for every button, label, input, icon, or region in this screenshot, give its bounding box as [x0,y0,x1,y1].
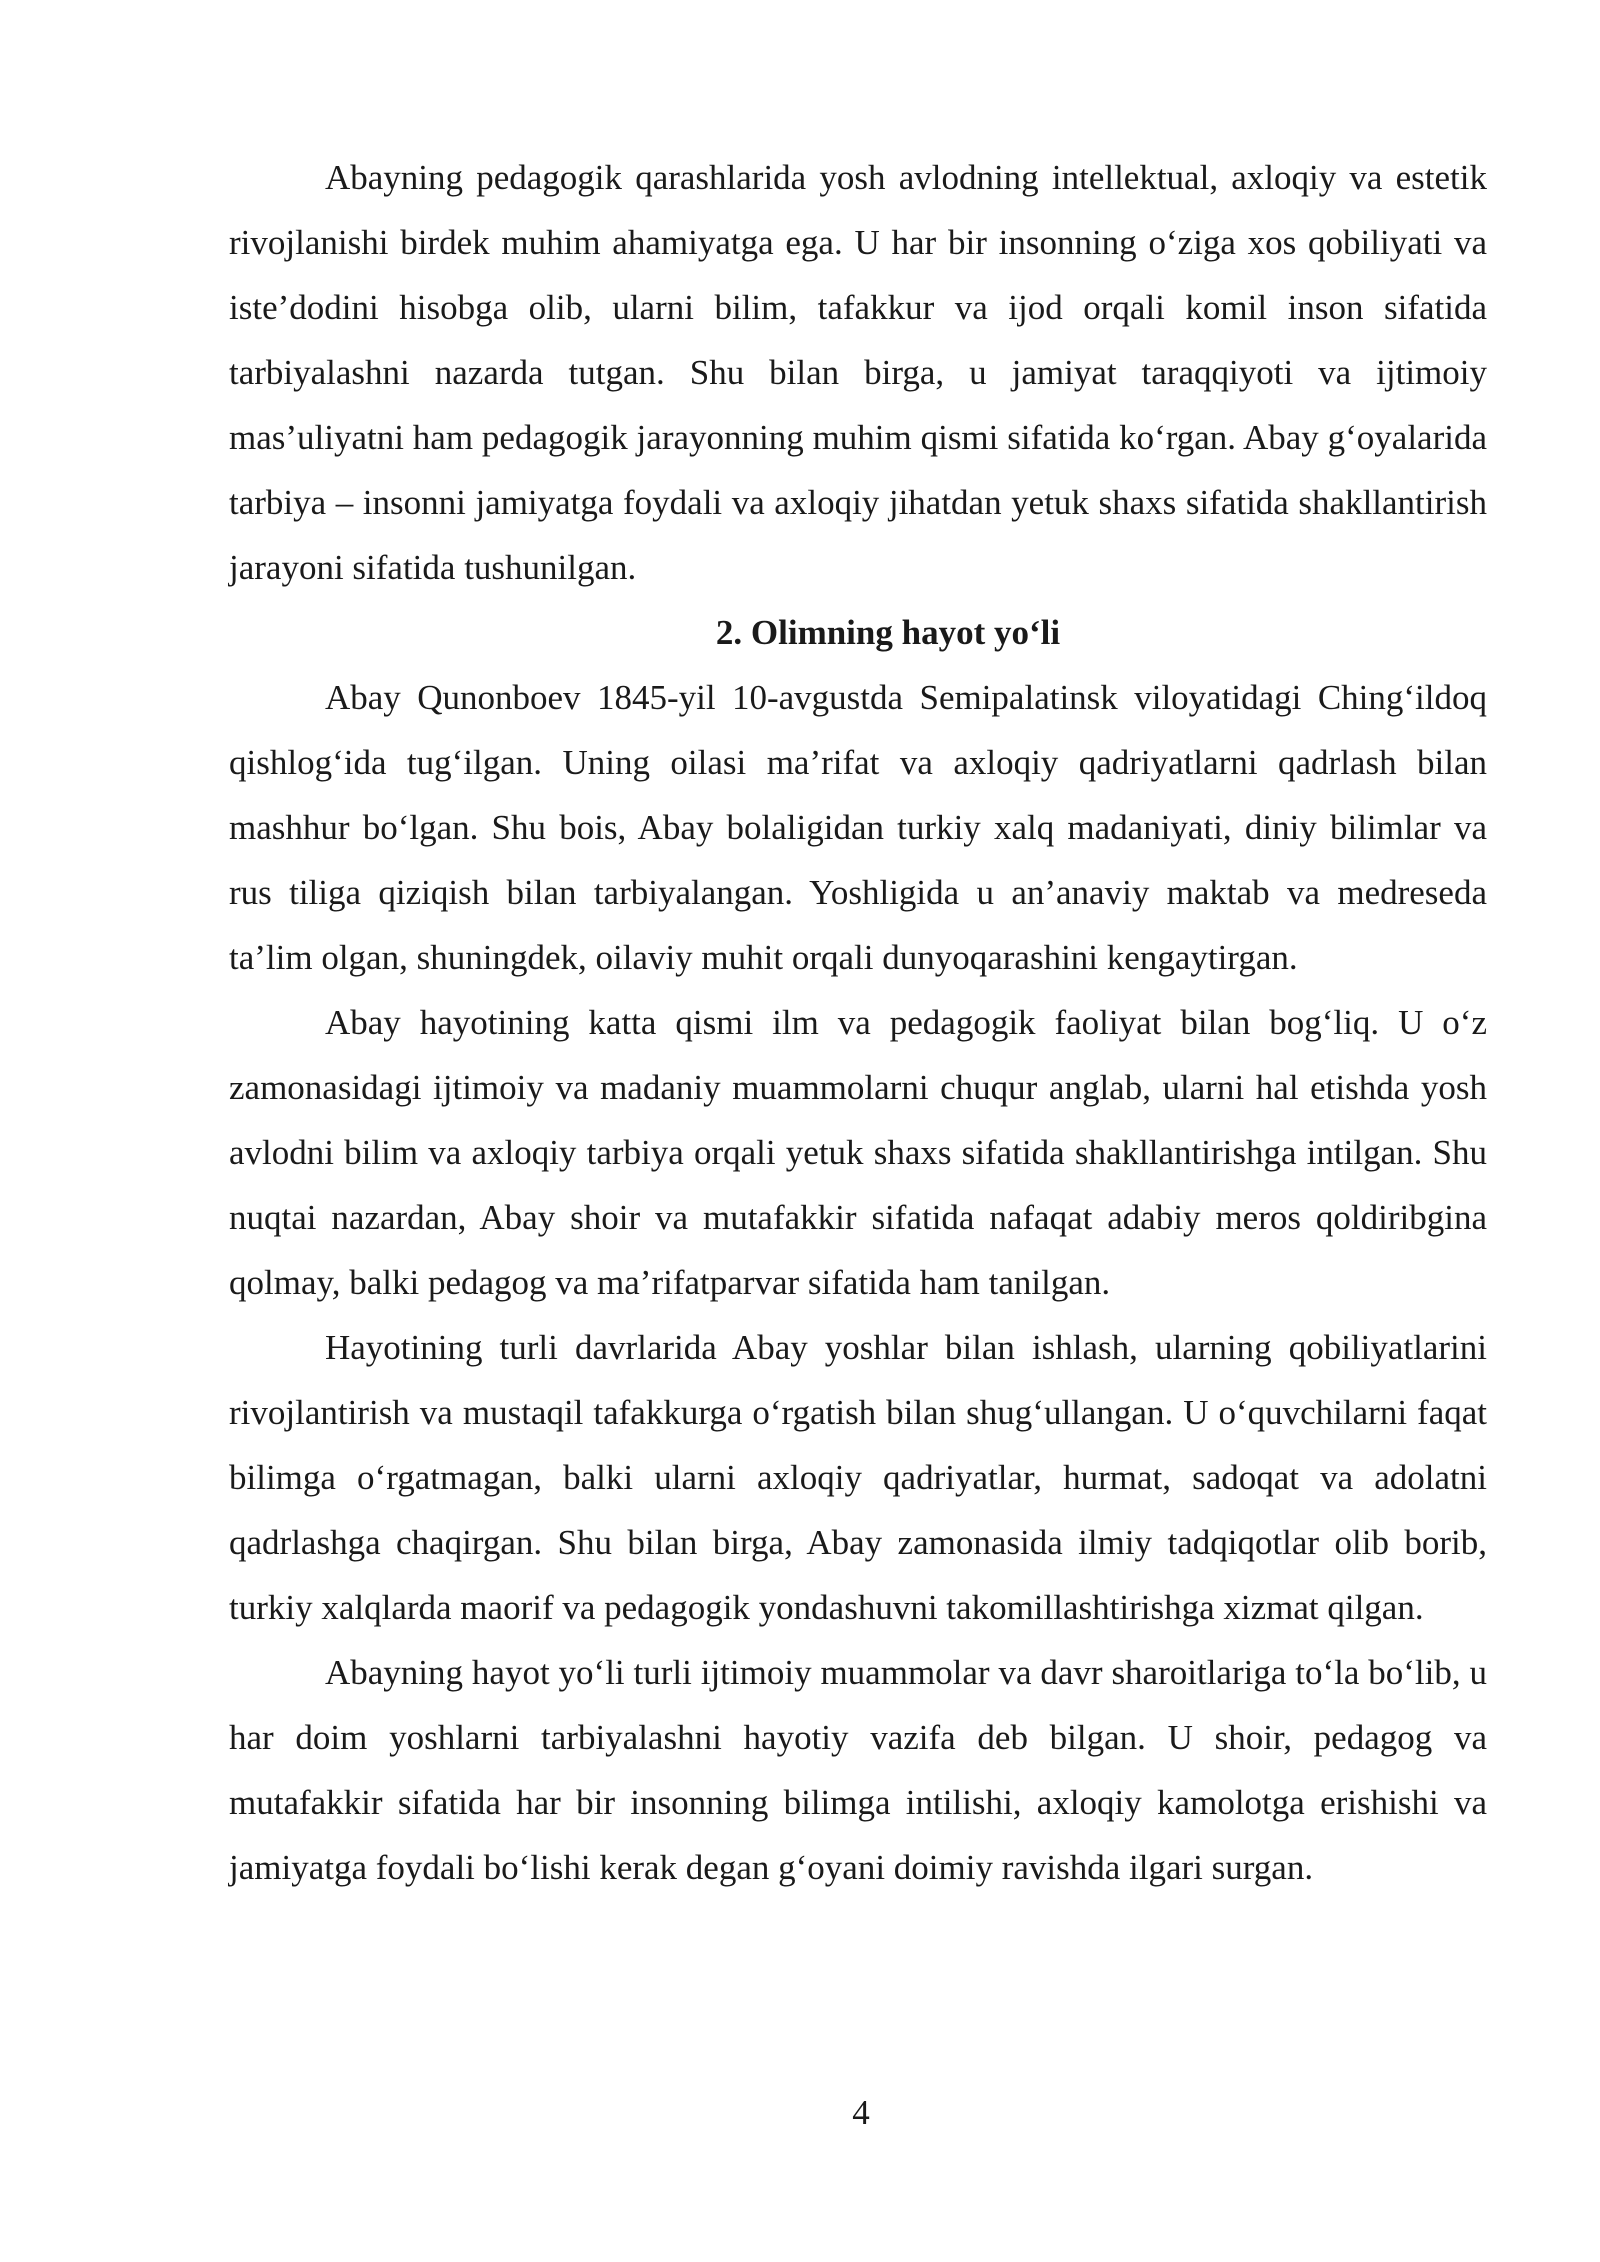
paragraph-intro: Abayning pedagogik qarashlarida yosh avlodning intellektual, axloqiy va estetik rivojlanishi birdek muhim ahamiyatga ega. U har bir insonning o‘ziga xos qobiliyati va iste’dodini hisobga olib, ularni bilim, tafakkur va ijod orqali komil inson sifatida tarbiyalashni nazarda tutgan. Shu bilan birga, u jamiyat taraqqiyoti va ijtimoiy mas’uliyatni ham pedagogik jarayonning muhim qismi sifatida ko‘rgan. Abay g‘oyalarida tarbiya – insonni jamiyatga foydali va axloqiy jihatdan yetuk shaxs sifatida shakllantirish jarayoni sifatida tushunilgan. [229,158,1487,587]
page-number: 4 [852,2093,870,2132]
paragraph-life-path: Abayning hayot yo‘li turli ijtimoiy muammolar va davr sharoitlariga to‘la bo‘lib, u har doim yoshlarni tarbiyalashni hayotiy vazifa deb bilgan. U shoir, pedagog va mutafakkir sifatida har bir insonning bilimga intilishi, axloqiy kamolotga erishishi va jamiyatga foydali bo‘lishi kerak degan g‘oyani doimiy ravishda ilgari surgan. [229,1653,1487,1887]
paragraph-youth-work: Hayotining turli davrlarida Abay yoshlar bilan ishlash, ularning qobiliyatlarini rivojlantirish va mustaqil tafakkurga o‘rgatish bilan shug‘ullangan. U o‘quvchilarni faqat bilimga o‘rgatmagan, balki ularni axloqiy qadriyatlar, hurmat, sadoqat va adolatni qadrlashga chaqirgan. Shu bilan birga, Abay zamonasida ilmiy tadqiqotlar olib borib, turkiy xalqlarda maorif va pedagogik yondashuvni takomillashtirishga xizmat qilgan. [229,1328,1487,1627]
section-heading: 2. Olimning hayot yo‘li [715,613,1061,652]
document-page [229,145,1487,1900]
paragraph-birth: Abay Qunonboev 1845-yil 10-avgustda Semipalatinsk viloyatidagi Ching‘ildoq qishlog‘ida tug‘ilgan. Uning oilasi ma’rifat va axloqiy qadriyatlarni qadrlash bilan mashhur bo‘lgan. Shu bois, Abay bolaligidan turkiy xalq madaniyati, diniy bilimlar va rus tiliga qiziqish bilan tarbiyalangan. Yoshligida u an’anaviy maktab va medreseda ta’lim olgan, shuningdek, oilaviy muhit orqali dunyoqarashini kengaytirgan. [229,678,1487,977]
paragraph-career: Abay hayotining katta qismi ilm va pedagogik faoliyat bilan bog‘liq. U o‘z zamonasidagi ijtimoiy va madaniy muammolarni chuqur anglab, ularni hal etishda yosh avlodni bilim va axloqiy tarbiya orqali yetuk shaxs sifatida shakllantirishga intilgan. Shu nuqtai nazardan, Abay shoir va mutafakkir sifatida nafaqat adabiy meros qoldiribgina qolmay, balki pedagog va ma’rifatparvar sifatida ham tanilgan. [229,1003,1487,1302]
